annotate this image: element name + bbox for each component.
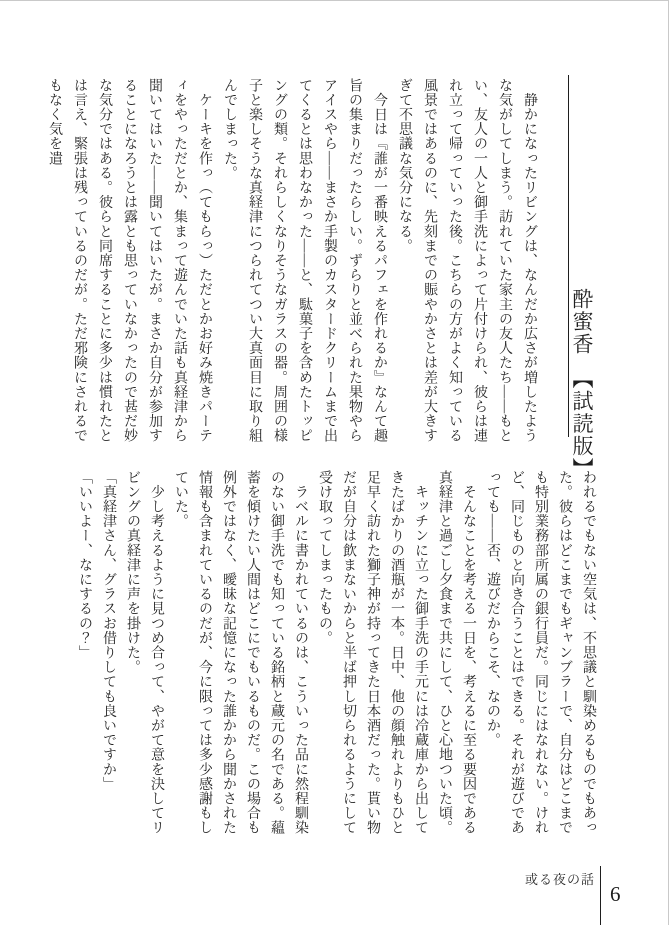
page-edge-top bbox=[0, 0, 669, 1]
body-paragraph: 少し考えるように見つめ合って、やがて意を決してリビングの真経津に声を掛けた。 bbox=[125, 470, 164, 835]
page-number: 6 bbox=[610, 882, 621, 906]
text-band-lower bbox=[77, 470, 600, 849]
text-band-upper bbox=[47, 78, 542, 457]
body-paragraph: われるでもない空気は、不思議と馴染めるものでもあった。彼らはどこまでもギャンブラーで、自分はどこまでも特別業務部所属の銀行員だ。同じにはなれない。けれど、同じものと向き合うことはできる。それが遊びであっても――否、遊びだからこそ、なのか。 bbox=[485, 470, 596, 835]
body-paragraph: 今日は『誰が一番映えるパフェを作れるか』なんて趣旨の集まりだったらしい。ずらりと並べられた果物やらアイスやら――まさか手製のカスタードクリームまで出てくるとは思わなかった――と、駄菓子を含めたトッピングの類。それらしくなりそうなガラスの器。周囲の様子と楽しそうな真経津につられてつい大真面目に取り組んでしまった。 bbox=[222, 78, 387, 443]
body-paragraph: ラベルに書かれているのは、こういった品に然程馴染のない御手洗でも知っている銘柄と蔵元の名である。蘊蓄を傾けたい人間はどこにでもいるものだ。この場合も例外ではなく、曖昧な記憶になった誰かから聞かされた情報も含まれているのだが、今に限っては多少感謝もしていた。 bbox=[173, 470, 308, 835]
chapter-title: 或る夜の話 bbox=[524, 872, 595, 887]
book-title: 酔蜜香 【試読版】 bbox=[570, 288, 594, 480]
body-paragraph: 静かになったリビングは、なんだか広さが増したような気がしてしまう。訪れていた家主の友人たち――もとい、友人の一人と御手洗によって片付けられ、彼らは連れ立って帰っていった後。こちらの方がよく知っている風景ではあるのに、先刻までの賑やかさとは差が大きすぎて不思議な気分になる。 bbox=[397, 78, 537, 443]
body-paragraph: ケーキを作っ（てもらっ）ただとかお好み焼きパーティをやっただとか、集まって遊んでいた話も真経津から聞いてはいた――聞いてはいたが。まさか自分が参加することになろうとは露とも思っていなかったので甚だ妙な気分ではある。彼らと同席することに多少は慣れたとは言え、緊張は残っているのだが。ただ邪険にされるでもなく気を遣 bbox=[47, 78, 212, 443]
dialogue-line: 「いいよー、なにするの？」 bbox=[77, 470, 92, 660]
body-paragraph: キッチンに立った御手洗の手元には冷蔵庫から出してきたばかりの酒瓶が一本。日中、他の顔触れよりもひと足早く訪れた獅子神が持ってきた日本酒だった。貰い物だが自分は飲まないからと半ば押し切られるようにして受け取ってしまったもの。 bbox=[317, 470, 428, 835]
body-paragraph: そんなことを考える一日を、考えるに至る要因である真経津と過ごし夕食まで共にして、ひと心地ついた頃。 bbox=[437, 470, 476, 835]
footer-rule bbox=[600, 866, 601, 925]
dialogue-line: 「真経津さん、グラスお借りしても良いですか」 bbox=[101, 470, 116, 792]
